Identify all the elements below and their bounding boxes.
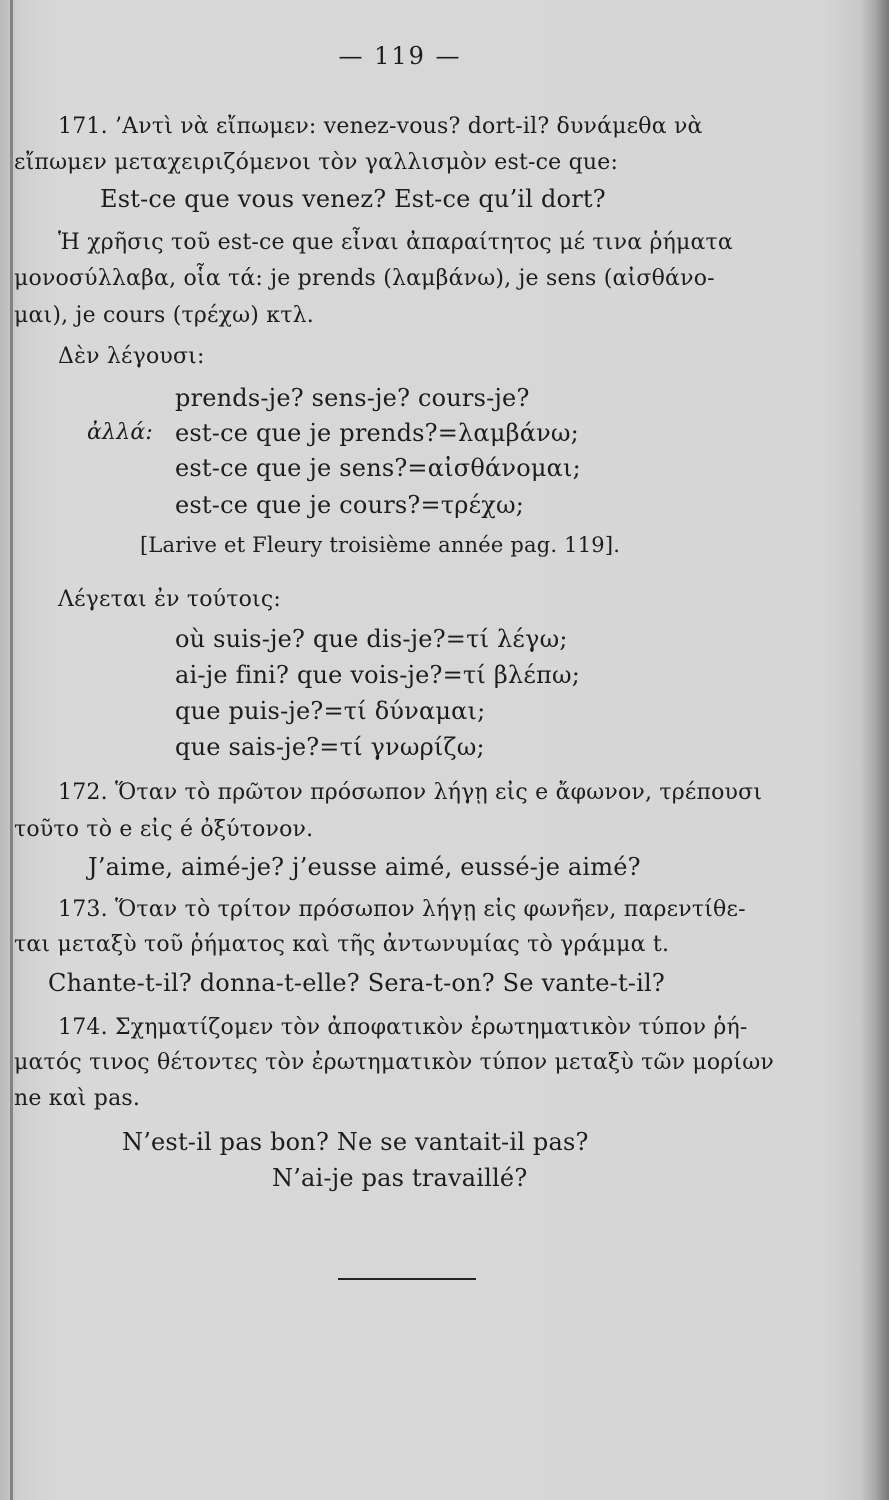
example-venez: Est-ce que vous venez? Est-ce qu’il dort? — [100, 185, 606, 213]
line-173-1: 173. Ὅταν τὸ τρίτον πρόσωπον λήγῃ εἰς φωνῆεν, παρεντίθε- — [58, 897, 746, 922]
example-suis-je: où suis-je? que dis-je?=τί λέγω; — [175, 625, 568, 653]
line-172-1: 172. Ὅταν τὸ πρῶτον πρόσωπον λήγῃ εἰς e ἄφωνον, τρέπουσι — [58, 780, 763, 805]
line-usage-3: μαι), je cours (τρέχω) κτλ. — [14, 303, 314, 328]
example-prends: est-ce que je prends?=λαμβάνω; — [175, 419, 579, 447]
example-chante: Chante-t-il? donna-t-elle? Sera-t-on? Se vante-t-il? — [48, 969, 665, 997]
page-number: — 119 — — [338, 42, 462, 70]
line-171-2: εἴπωμεν μεταχειριζόμενοι τὸν γαλλισμὸν est-ce que: — [14, 150, 619, 175]
reference-citation: [Larive et Fleury troisième année pag. 119]. — [140, 533, 621, 557]
example-est-il: N’est-il pas bon? Ne se vantait-il pas? — [122, 1128, 589, 1156]
end-rule — [338, 1278, 476, 1280]
example-sens: est-ce que je sens?=αἰσθάνομαι; — [175, 454, 581, 482]
page-spine-shadow — [10, 0, 13, 1500]
label-alla: ἀλλά: — [87, 420, 154, 445]
example-fini: ai-je fini? que vois-je?=τί βλέπω; — [175, 661, 581, 689]
line-usage-2: μονοσύλλαβα, οἷα τά: je prends (λαμβάνω), je sens (αἰσθάνο- — [14, 266, 715, 291]
line-den-legousi: Δὲν λέγουσι: — [58, 344, 205, 369]
line-174-2: ματός τινος θέτοντες τὸν ἐρωτηματικὸν τύπον μεταξὺ τῶν μορίων — [14, 1050, 774, 1075]
line-173-2: ται μεταξὺ τοῦ ῥήματος καὶ τῆς ἀντωνυμίας τὸ γράμμα t. — [14, 932, 670, 957]
line-usage-1: Ἡ χρῆσις τοῦ est-ce que εἶναι ἀπαραίτητος μέ τινα ῥήματα — [58, 230, 733, 255]
line-174-3: ne καὶ pas. — [14, 1086, 141, 1111]
example-cours: est-ce que je cours?=τρέχω; — [175, 491, 525, 519]
example-puis-je: que puis-je?=τί δύναμαι; — [175, 697, 486, 725]
example-aime: J’aime, aimé-je? j’eusse aimé, eussé-je aimé? — [88, 853, 641, 881]
line-171-1: 171. ’Αντὶ νὰ εἴπωμεν: venez-vous? dort-il? δυνάμεθα νὰ — [58, 114, 703, 139]
line-172-2: τοῦτο τὸ e εἰς é ὀξύτονον. — [14, 817, 314, 842]
example-sais-je: que sais-je?=τί γνωρίζω; — [175, 733, 485, 761]
example-travaille: N’ai-je pas travaillé? — [272, 1164, 528, 1192]
example-prends-je: prends-je? sens-je? cours-je? — [175, 384, 530, 412]
line-174-1: 174. Σχηματίζομεν τὸν ἀποφατικὸν ἐρωτηματικὸν τύπον ῥή- — [58, 1015, 748, 1040]
line-legetai: Λέγεται ἐν τούτοις: — [58, 587, 282, 612]
